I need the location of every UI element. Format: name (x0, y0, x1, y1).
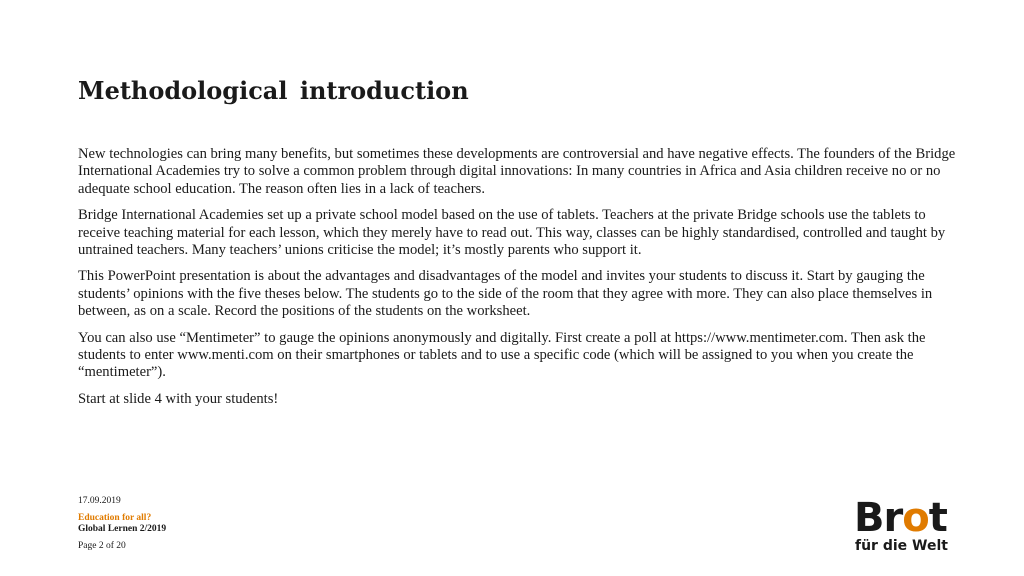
logo-word-start: Br (854, 495, 903, 541)
paragraph-mentimeter: You can also use “Mentimeter” to gauge the opinions anonymously and digitally. First create a poll at https://www.mentimeter.com. Then ask the students to enter www.menti.com on their smartphones or tablets and to use a specific code (which will be assigned to you when you create the “mentimeter”). (78, 329, 926, 381)
footer-series-title: Education for all? (78, 513, 152, 523)
footer-course: Global Lernen 2/2019 (78, 524, 167, 534)
paragraph-discussion: This PowerPoint presentation is about the advantages and disadvantages of the model and invites your students to discuss it. Start by gauging the students’ opinions with the five theses below. The students go to the side of the room that they agree with more. They can also place themselves in between, as on a scale. Record the positions of the students on the worksheet. (78, 268, 933, 320)
logo-subtitle: für die Welt (855, 538, 948, 554)
paragraph-start: Start at slide 4 with your students! (78, 390, 279, 407)
paragraph-intro: New technologies can bring many benefits, but sometimes these developments are controversial and have negative effects. The founders of the Bridge International Academies try to solve a common problem through digital innovations: In many countries in Africa and Asia children receive no or no adequate school education. The reason often lies in a lack of teachers. (78, 146, 956, 197)
paragraph-model: Bridge International Academies set up a private school model based on the use of tablets. Teachers at the private Bridge schools use the tablets to receive teaching material for each lesson, which they merely have to read out. This way, classes can be highly standardised, controlled and taught by untrained teachers. Many teachers’ unions criticise the model; it’s mostly parents who support it. (78, 207, 946, 259)
slide-body (78, 146, 958, 417)
logo-word-end: t (928, 495, 947, 541)
brot-fuer-die-welt-logo (854, 495, 958, 558)
slide-title: Methodological introduction (78, 76, 469, 105)
footer-date: 17.09.2019 (78, 496, 121, 506)
logo-wordmark (854, 495, 947, 541)
logo-word-o: o (902, 495, 929, 541)
footer-page-number: Page 2 of 20 (78, 541, 126, 551)
